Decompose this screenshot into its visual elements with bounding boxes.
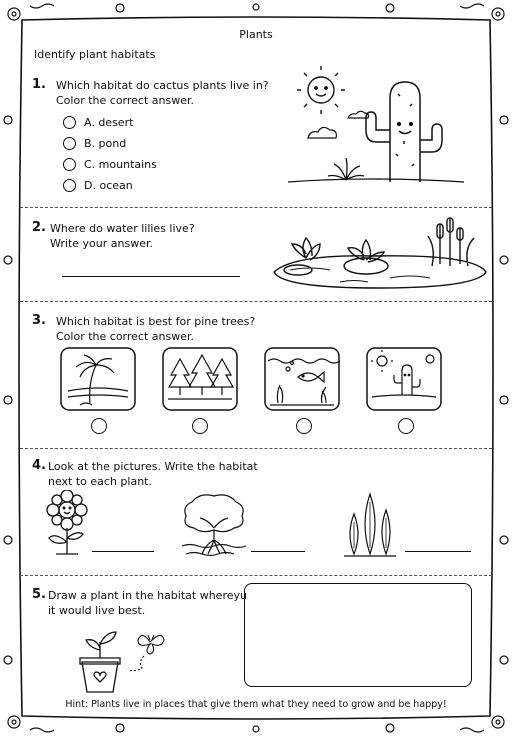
q2-answer-line[interactable] <box>62 276 240 277</box>
question-1-number: 1. <box>32 77 46 92</box>
pine-trees-icon[interactable] <box>162 347 238 411</box>
sun-icon <box>297 66 345 114</box>
question-2-text <box>50 221 195 251</box>
question-2-number: 2. <box>32 220 46 235</box>
q4-answer-line-3[interactable] <box>405 551 471 552</box>
question-1-line-1: Which habitat do cactus plants live in? <box>56 79 269 92</box>
section-divider <box>20 207 492 208</box>
question-3-text <box>56 314 255 344</box>
option-label: A. desert <box>84 116 134 129</box>
q3-answer-circle-1[interactable] <box>91 418 107 434</box>
hint-text: Hint: Plants live in places that give them what they need to grow and be happy! <box>65 699 447 710</box>
question-5-line-2: it would live best. <box>48 604 146 617</box>
option-circle[interactable] <box>63 158 76 171</box>
cactus-icon <box>366 82 442 182</box>
question-3-line-2: Color the correct answer. <box>56 330 194 343</box>
potted-plant-icon <box>74 628 172 694</box>
question-3-number: 3. <box>32 313 46 328</box>
question-5-line-1: Draw a plant in the habitat whereyu <box>48 589 247 602</box>
question-1-text <box>56 78 269 108</box>
question-2-line-1: Where do water lilies live? <box>50 222 195 235</box>
q3-answer-circle-3[interactable] <box>296 418 312 434</box>
option-circle[interactable] <box>63 137 76 150</box>
question-4-line-1: Look at the pictures. Write the habitat <box>48 460 258 473</box>
question-4-number: 4. <box>32 458 46 473</box>
q3-answer-circle-2[interactable] <box>192 418 208 434</box>
section-divider <box>20 448 492 449</box>
option-label: D. ocean <box>84 179 133 192</box>
q1-option-b[interactable] <box>63 137 126 150</box>
flower-icon <box>42 490 92 558</box>
question-4-line-2: next to each plant. <box>48 475 152 488</box>
question-5-number: 5. <box>32 587 46 602</box>
question-5-text <box>48 588 247 618</box>
question-1-line-2: Color the correct answer. <box>56 94 194 107</box>
palm-tree-icon[interactable] <box>60 347 136 411</box>
butterfly-icon <box>128 635 164 671</box>
question-4-text <box>48 459 258 489</box>
q4-answer-line-2[interactable] <box>251 551 305 552</box>
desert-icon[interactable] <box>366 347 442 411</box>
ocean-icon[interactable] <box>264 347 340 411</box>
water-lily-pond-icon <box>270 214 490 290</box>
section-divider <box>20 301 492 302</box>
option-circle[interactable] <box>63 116 76 129</box>
page-title: Plants <box>239 28 273 41</box>
q4-answer-line-1[interactable] <box>92 551 154 552</box>
drawing-box[interactable] <box>244 583 472 687</box>
option-label: B. pond <box>84 137 127 150</box>
section-divider <box>20 575 492 576</box>
option-label: C. mountains <box>84 158 157 171</box>
page-subtitle: Identify plant habitats <box>34 48 156 61</box>
cactus-scene <box>286 66 466 192</box>
q1-option-a[interactable] <box>63 116 133 129</box>
mangrove-icon <box>180 488 248 560</box>
q1-option-c[interactable] <box>63 158 157 171</box>
q3-answer-circle-4[interactable] <box>398 418 414 434</box>
question-2-line-2: Write your answer. <box>50 237 153 250</box>
q1-option-d[interactable] <box>63 179 133 192</box>
option-circle[interactable] <box>63 179 76 192</box>
question-3-line-1: Which habitat is best for pine trees? <box>56 315 256 328</box>
seaweed-icon <box>340 488 400 558</box>
